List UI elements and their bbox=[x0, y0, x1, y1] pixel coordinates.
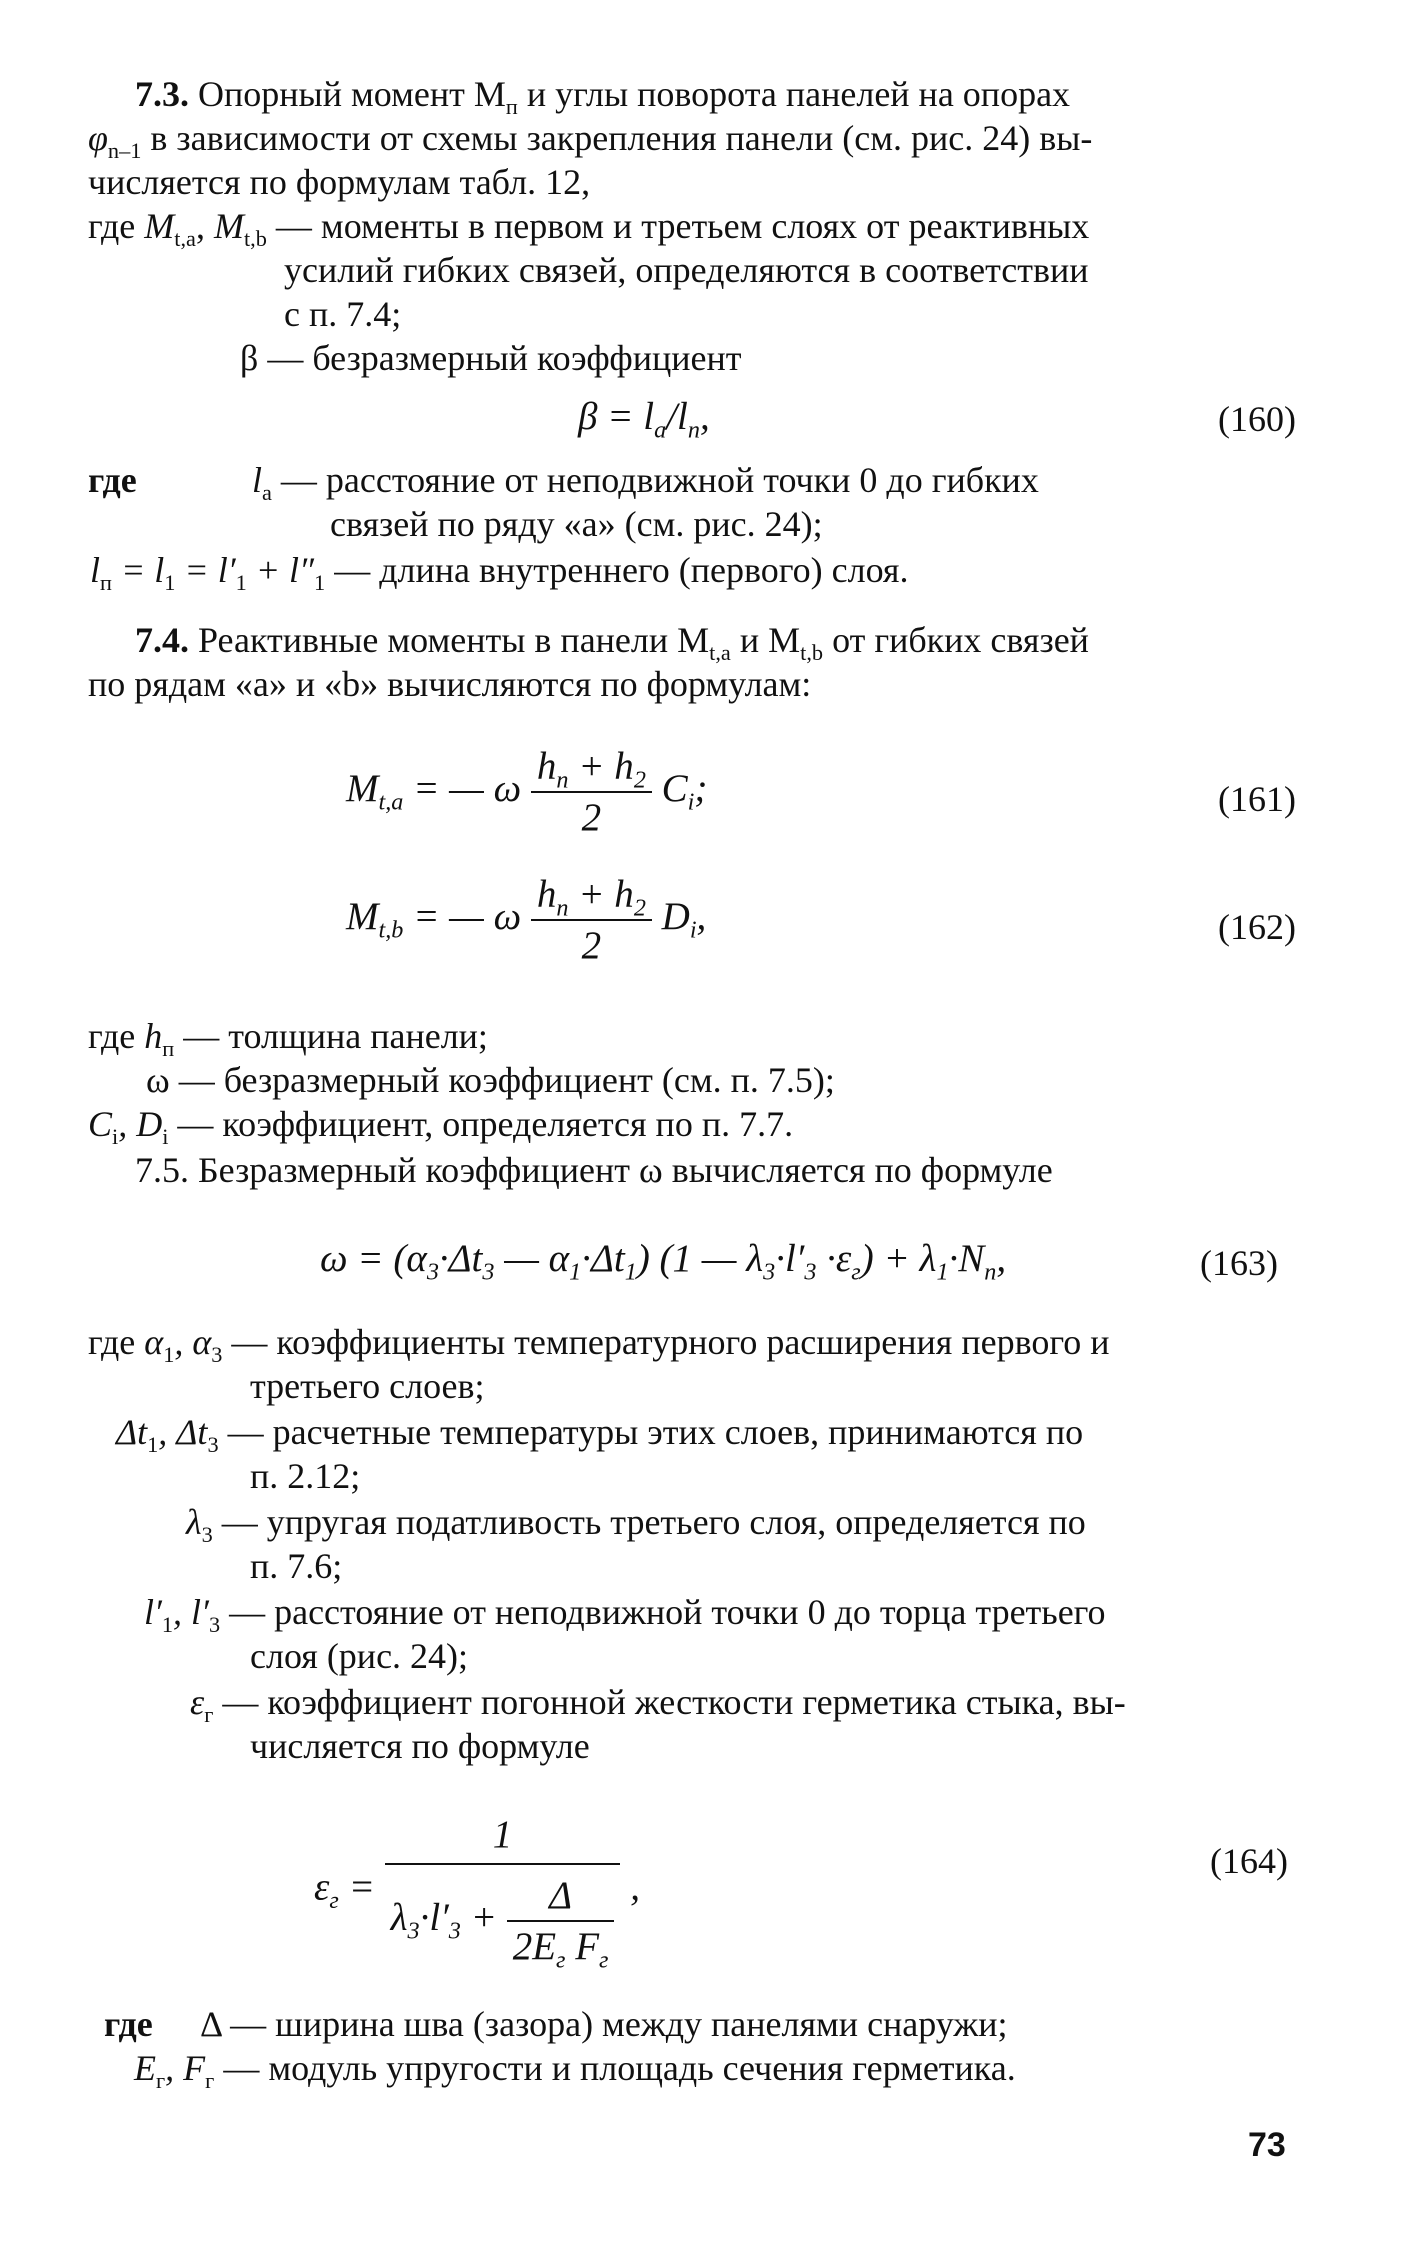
equation-160-number: (160) bbox=[1218, 399, 1296, 439]
p73-line2: $\varphi_{n-1}$ в зависимости от схемы закрепления панели (см. рис. 24) вы- bbox=[88, 118, 1093, 163]
def4-eps-line2: числяется по формуле bbox=[250, 1726, 590, 1766]
def5-ef: $E_г$, $F_г$ — модуль упругости и площадь сечения герметика. bbox=[134, 2048, 1016, 2093]
def3-cd: $C_i$, $D_i$ — коэффициент, определяется по п. 7.7. bbox=[88, 1104, 794, 1149]
fraction-164: 1 $\lambda_3\cdot l'_3$ + $\frac{\Delta}{2E_г F_г}$ bbox=[385, 1812, 621, 1969]
equation-161: $M_{t,a}$ = — ω $\frac{h_п + h_2}{2}$ $C_i$; bbox=[346, 745, 708, 839]
fraction-164-inner: $\frac{\Delta}{2E_г F_г}$ bbox=[507, 1873, 615, 1969]
p73-line1: 7.3. Опорный момент $M_п$ и углы поворота панелей на опорах bbox=[135, 74, 1071, 119]
equation-164: $\varepsilon_г$ = 1 $\lambda_3\cdot l'_3$ + $\frac{\Delta}{2E_г F_г}$ , bbox=[314, 1813, 640, 1974]
def4-dt-line2: п. 2.12; bbox=[250, 1456, 361, 1496]
def4-lambda-line1: $\lambda_3$ — упругая податливость третьего слоя, определяется по bbox=[186, 1502, 1086, 1547]
equation-164-number: (164) bbox=[1210, 1841, 1288, 1881]
def1-line2: усилий гибких связей, определяются в соответствии bbox=[284, 250, 1089, 290]
def2-lp: $l_п = l_1 = l'_1 + l''_1$ — длина внутреннего (первого) слоя. bbox=[90, 550, 909, 595]
fraction-162: $\frac{h_п + h_2}{2}$ bbox=[531, 872, 652, 968]
def1-line1: где $M_{t,a}$, $M_{t,b}$ — моменты в первом и третьем слоях от реактивных bbox=[88, 206, 1090, 251]
def2-la-line1: $l_a$ — расстояние от неподвижной точки 0 до гибких bbox=[252, 460, 1039, 505]
page-number: 73 bbox=[1248, 2126, 1286, 2164]
p74-line2: по рядам «a» и «b» вычисляются по формулам: bbox=[88, 664, 812, 704]
p75-line: 7.5. Безразмерный коэффициент ω вычисляется по формуле bbox=[135, 1150, 1053, 1190]
def3-omega: ω — безразмерный коэффициент (см. п. 7.5); bbox=[146, 1060, 835, 1100]
p74-line1: 7.4. Реактивные моменты в панели $M_{t,a}$ и $M_{t,b}$ от гибких связей bbox=[135, 620, 1089, 665]
equation-162-number: (162) bbox=[1218, 907, 1296, 947]
equation-163-number: (163) bbox=[1200, 1243, 1278, 1283]
def4-eps-line1: $\varepsilon_г$ — коэффициент погонной жесткости герметика стыка, вы- bbox=[190, 1682, 1126, 1727]
def4-l13-line2: слоя (рис. 24); bbox=[250, 1636, 469, 1676]
def4-dt-line1: $\Delta t_1$, $\Delta t_3$ — расчетные температуры этих слоев, принимаются по bbox=[116, 1412, 1084, 1457]
def2-where: где bbox=[88, 460, 137, 500]
equation-162: $M_{t,b}$ = — ω $\frac{h_п + h_2}{2}$ $D_i$, bbox=[346, 873, 707, 967]
def4-l13-line1: $l'_1$, $l'_3$ — расстояние от неподвижной точки 0 до торца третьего bbox=[144, 1592, 1106, 1637]
equation-161-number: (161) bbox=[1218, 779, 1296, 819]
fraction-161: $\frac{h_п + h_2}{2}$ bbox=[531, 744, 652, 840]
p73-line3: числяется по формулам табл. 12, bbox=[88, 162, 591, 202]
equation-160: $\beta = l_a/l_п$, bbox=[578, 395, 710, 444]
def5-delta: Δ — ширина шва (зазора) между панелями снаружи; bbox=[200, 2004, 1008, 2044]
equation-163: $\omega = (\alpha_3\cdot\Delta t_3$ — $\alpha_1\cdot\Delta t_1$) (1 — $\lambda_3\cdot l'_3 \cdot\varepsilon_г) + \lambda_1\cdot N_п$, bbox=[320, 1237, 1007, 1286]
def3-h: где $h_п$ — толщина панели; bbox=[88, 1016, 488, 1061]
def4-alpha-line2: третьего слоев; bbox=[250, 1366, 485, 1406]
def4-lambda-line2: п. 7.6; bbox=[250, 1546, 343, 1586]
def2-la-line2: связей по ряду «a» (см. рис. 24); bbox=[330, 504, 823, 544]
def5-where: где bbox=[104, 2004, 153, 2044]
def4-alpha-line1: где $\alpha_1$, $\alpha_3$ — коэффициенты температурного расширения первого и bbox=[88, 1322, 1110, 1367]
def1-beta: β — безразмерный коэффициент bbox=[240, 338, 742, 378]
def1-line3: с п. 7.4; bbox=[284, 294, 402, 334]
